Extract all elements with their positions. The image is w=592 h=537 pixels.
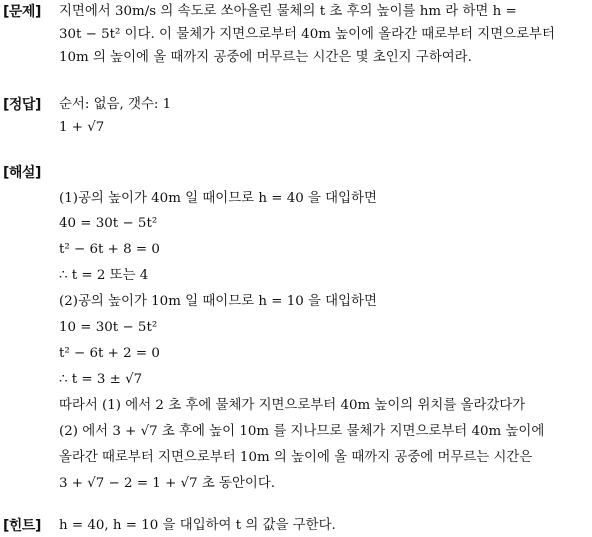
hint-line: h = 40, h = 10 을 대입하여 t 의 값을 구한다. bbox=[59, 518, 336, 533]
problem-line-2: 30t − 5t² 이다. 이 물체가 지면으로부터 40m 높이에 올라간 때로부터 지면으로부터 bbox=[59, 27, 555, 42]
solution-line-11: 올라간 때로부터 지면으로부터 10m 의 높이에 올 때까지 공중에 머무르는 시간은 bbox=[59, 450, 533, 465]
solution-line-2: 40 = 30t − 5t² bbox=[59, 216, 158, 231]
solution-line-12: 3 + √7 − 2 = 1 + √7 초 동안이다. bbox=[59, 476, 276, 491]
solution-line-5: (2)공의 높이가 10m 일 때이므로 h = 10 을 대입하면 bbox=[59, 294, 377, 309]
solution-line-1: (1)공의 높이가 40m 일 때이므로 h = 40 을 대입하면 bbox=[59, 191, 377, 206]
solution-line-8: ∴ t = 3 ± √7 bbox=[59, 372, 143, 387]
solution-line-7: t² − 6t + 2 = 0 bbox=[59, 346, 160, 361]
answer-value: 1 + √7 bbox=[59, 120, 105, 135]
answer-tag: [정답] bbox=[3, 97, 41, 113]
problem-line-3: 10m 의 높이에 올 때까지 공중에 머무르는 시간은 몇 초인지 구하여라. bbox=[59, 50, 472, 65]
solution-line-6: 10 = 30t − 5t² bbox=[59, 320, 158, 335]
solution-line-10: (2) 에서 3 + √7 초 후에 높이 10m 를 지나므로 물체가 지면으로부터 40m 높이에 bbox=[59, 424, 545, 439]
solution-line-4: ∴ t = 2 또는 4 bbox=[59, 268, 149, 283]
problem-line-1: 지면에서 30m/s 의 속도로 쏘아올린 물체의 t 초 후의 높이를 hm 라 하면 h = bbox=[59, 4, 517, 19]
solution-tag: [해설] bbox=[3, 165, 41, 181]
solution-line-9: 따라서 (1) 에서 2 초 후에 물체가 지면으로부터 40m 높이의 위치를 올라갔다가 bbox=[59, 398, 526, 413]
problem-tag: [문제] bbox=[3, 4, 41, 20]
answer-meta: 순서: 없음, 갯수: 1 bbox=[59, 97, 172, 112]
solution-line-3: t² − 6t + 8 = 0 bbox=[59, 242, 160, 257]
hint-tag: [힌트] bbox=[3, 518, 41, 534]
